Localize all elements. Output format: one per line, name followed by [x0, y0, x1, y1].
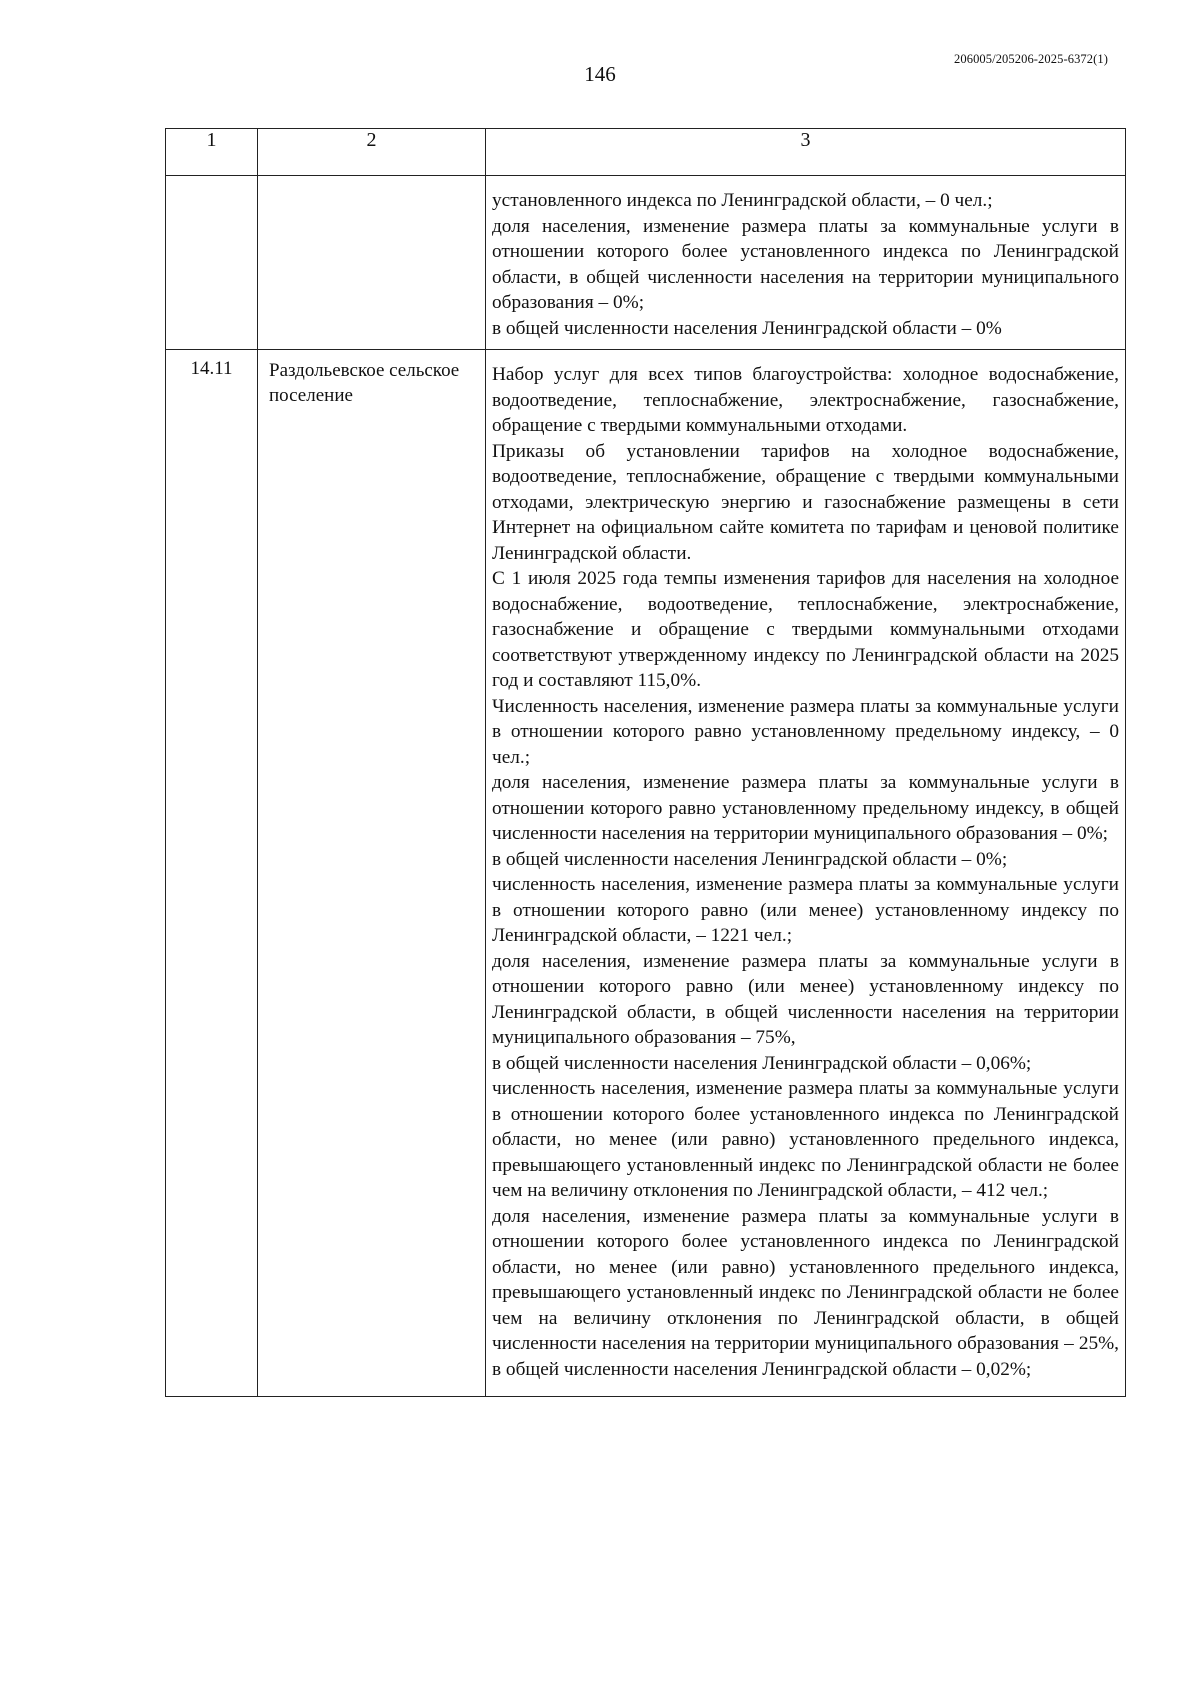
page-number: 146	[584, 62, 616, 86]
document-id: 206005/205206-2025-6372(1)	[954, 52, 1108, 66]
text-paragraph: доля населения, изменение размера платы за коммунальные услуги в отношении которого более установленного индекса по Ленинградской области, в общей численности населения на территории муниципального образования – 0%;	[492, 215, 1119, 313]
column-header-1: 1	[166, 129, 258, 176]
text-paragraph: С 1 июля 2025 года темпы изменения тарифов для населения на холодное водоснабжение, водоотведение, теплоснабжение, электроснабжение, газоснабжение и обращение с твердыми коммунальными отходами соответствуют утвержденному индексу по Ленинградской области на 2025 год и составляют 115,0%.	[492, 568, 1119, 691]
text-paragraph: Набор услуг для всех типов благоустройства: холодное водоснабжение, водоотведение, теплоснабжение, электроснабжение, газоснабжение, обращение с твердыми коммунальными отходами.	[492, 364, 1119, 436]
text-paragraph: численность населения, изменение размера платы за коммунальные услуги в отношении которого более установленного индекса по Ленинградской области, но менее (или равно) установленного предельного индекса, превышающего установленный индекс по Ленинградской области не более чем на величину отклонения по Ленинградской области, – 412 чел.;	[492, 1078, 1119, 1201]
text-paragraph: Приказы об установлении тарифов на холодное водоснабжение, водоотведение, теплоснабжение, обращение с твердыми коммунальными отходами, электрическую энергию и газоснабжение размещены в сети Интернет на официальном сайте комитета по тарифам и ценовой политике Ленинградской области.	[492, 440, 1119, 564]
text-paragraph: Численность населения, изменение размера платы за коммунальные услуги в отношении которого равно установленному предельному индексу, – 0 чел.;	[492, 695, 1119, 768]
column-header-2: 2	[258, 129, 486, 176]
text-paragraph: установленного индекса по Ленинградской области, – 0 чел.;	[492, 190, 993, 211]
continuation-number-cell	[166, 176, 258, 350]
text-paragraph: в общей численности населения Ленинградской области – 0%;	[492, 848, 1008, 870]
text-paragraph: в общей численности населения Ленинградской области – 0,06%;	[492, 1052, 1032, 1074]
table-header-row	[166, 129, 1126, 176]
text-paragraph: доля населения, изменение размера платы за коммунальные услуги в отношении которого равно (или менее) установленному индексу по Ленинградской области, в общей численности населения на территории муниципального образования – 75%,	[492, 950, 1119, 1048]
column-header-3: 3	[486, 129, 1126, 176]
continuation-name-cell	[258, 176, 486, 350]
table-row	[166, 350, 1126, 1397]
text-paragraph: доля населения, изменение размера платы за коммунальные услуги в отношении которого равно установленному предельному индексу, в общей численности населения на территории муниципального образования – 0%;	[492, 772, 1119, 844]
text-paragraph: доля населения, изменение размера платы за коммунальные услуги в отношении которого более установленного индекса по Ленинградской области, но менее (или равно) установленного предельного индекса, превышающего установленный индекс по Ленинградской области не более чем на величину отклонения по Ленинградской области, в общей численности населения на территории муниципального образования – 25%, в общей численности населения Ленинградской области – 0,02%;	[492, 1205, 1119, 1380]
continuation-text-cell	[486, 176, 1126, 350]
row-text-cell	[486, 350, 1126, 1397]
row-number: 14.11	[166, 350, 258, 1397]
text-paragraph: численность населения, изменение размера платы за коммунальные услуги в отношении которого равно (или менее) установленному индексу по Ленинградской области, – 1221 чел.;	[492, 874, 1119, 946]
text-paragraph: в общей численности населения Ленинградской области – 0%	[492, 317, 1002, 339]
tariff-table	[165, 128, 1126, 1397]
table-row-continuation	[166, 176, 1126, 350]
settlement-name: Раздольевское сельское поселение	[258, 350, 486, 1397]
